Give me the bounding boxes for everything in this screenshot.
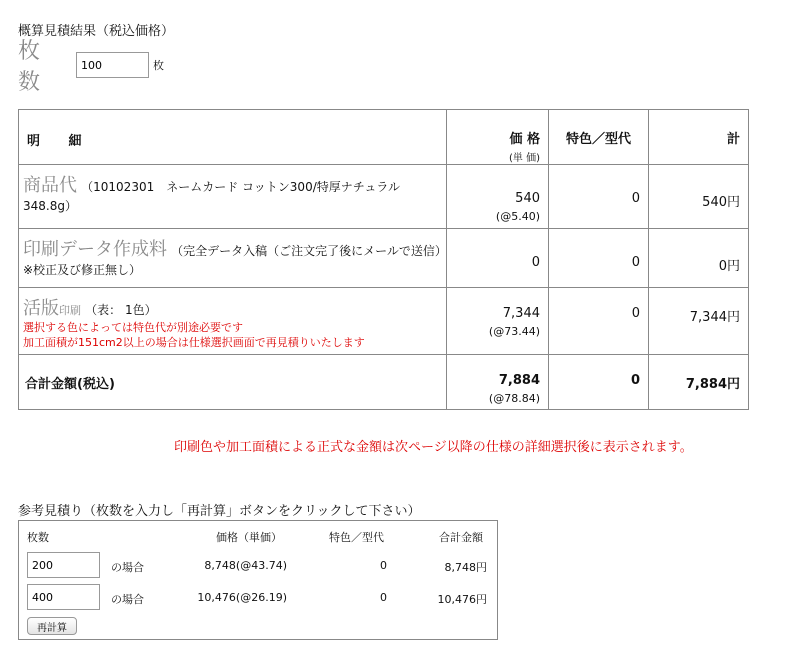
sum-total: 7,884円 [685,377,740,392]
header-price [447,110,549,165]
price-cell [447,288,549,355]
header-total: 計 [649,110,749,165]
sum-total-cell [649,355,749,410]
sum-price-cell [447,355,549,410]
page-title: 概算見積結果（税込価格） [18,24,175,39]
special-value: 0 [631,191,640,206]
reference-title: 参考見積り（枚数を入力し「再計算」ボタンをクリックして下さい） [18,504,421,519]
ref-header-qty: 枚数 [27,531,49,544]
item-cell [19,288,447,355]
ref-header-price: 価格（単価） [216,531,282,544]
price-value: 0 [531,255,540,270]
special-cell [549,165,649,229]
table-row-data-creation [19,229,749,288]
table-header-row [19,110,749,165]
ref-qty-input-2[interactable] [27,584,100,610]
total-value: 0円 [718,259,740,274]
item-cell [19,165,447,229]
ref-total-2: 10,476円 [437,593,487,606]
header-price-sub: (単 価) [509,153,540,164]
item-desc: （完全データ入稿（ご注文完了後にメールで送信） ※校正及び修正無し） [23,244,453,277]
total-cell [649,229,749,288]
special-value: 0 [631,255,640,270]
ref-qty-input-1[interactable] [27,552,100,578]
sum-price: 7,884 [498,373,540,388]
item-label: 商品代 [23,175,77,196]
ref-price-1: 8,748(@43.74) [204,559,287,572]
price-value: 7,344 [502,306,540,321]
item-desc: （10102301 ネームカード コットン300/特厚ナチュラル348.8g） [23,180,401,213]
quantity-unit: 枚 [153,59,164,72]
ref-header-special: 特色／型代 [329,531,384,544]
item-label: 活版 [23,298,59,319]
note-special-color: 選択する色によっては特色代が別途必要です [23,321,243,334]
note-area: 加工面積が151cm2以上の場合は仕様選択画面で再見積りいたします [23,336,365,349]
total-value: 7,344円 [689,310,740,325]
table-row-product [19,165,749,229]
special-cell [549,229,649,288]
header-special: 特色／型代 [549,110,649,165]
price-cell [447,165,549,229]
header-item: 明 細 [19,110,447,165]
ref-header-total: 合計金額 [439,531,483,544]
total-value: 540円 [702,195,740,210]
sum-special-cell [549,355,649,410]
ref-total-1: 8,748円 [444,561,487,574]
item-desc: （表： 1色） [85,303,157,317]
special-value: 0 [631,306,640,321]
table-row-sum [19,355,749,410]
table-row-letterpress [19,288,749,355]
price-cell [447,229,549,288]
item-cell [19,229,453,288]
header-price-label: 価 格 [509,132,540,147]
item-label: 印刷データ作成料 [23,239,167,260]
price-notice: 印刷色や加工面積による正式な金額は次ページ以降の仕様の詳細選択後に表示されます。 [174,440,693,455]
ref-case-2: の場合 [111,593,144,606]
ref-price-2: 10,476(@26.19) [197,591,287,604]
price-value: 540 [515,191,540,206]
ref-special-1: 0 [380,559,387,572]
unit-price: (@5.40) [495,210,540,223]
reference-box [18,520,498,640]
sum-label: 合計金額(税込) [19,355,447,410]
sum-special: 0 [630,373,640,388]
total-cell [649,288,749,355]
ref-special-2: 0 [380,591,387,604]
quantity-row [18,39,164,95]
recalculate-button[interactable]: 再計算 [27,617,77,635]
quantity-input[interactable] [76,52,149,78]
item-label-small: 印刷 [59,304,81,317]
special-cell [549,288,649,355]
total-cell [649,165,749,229]
unit-price: (@73.44) [488,325,540,338]
estimate-table [18,109,749,410]
ref-case-1: の場合 [111,561,144,574]
sum-unit-price: (@78.84) [488,392,540,405]
quantity-label: 枚 数 [18,39,45,95]
